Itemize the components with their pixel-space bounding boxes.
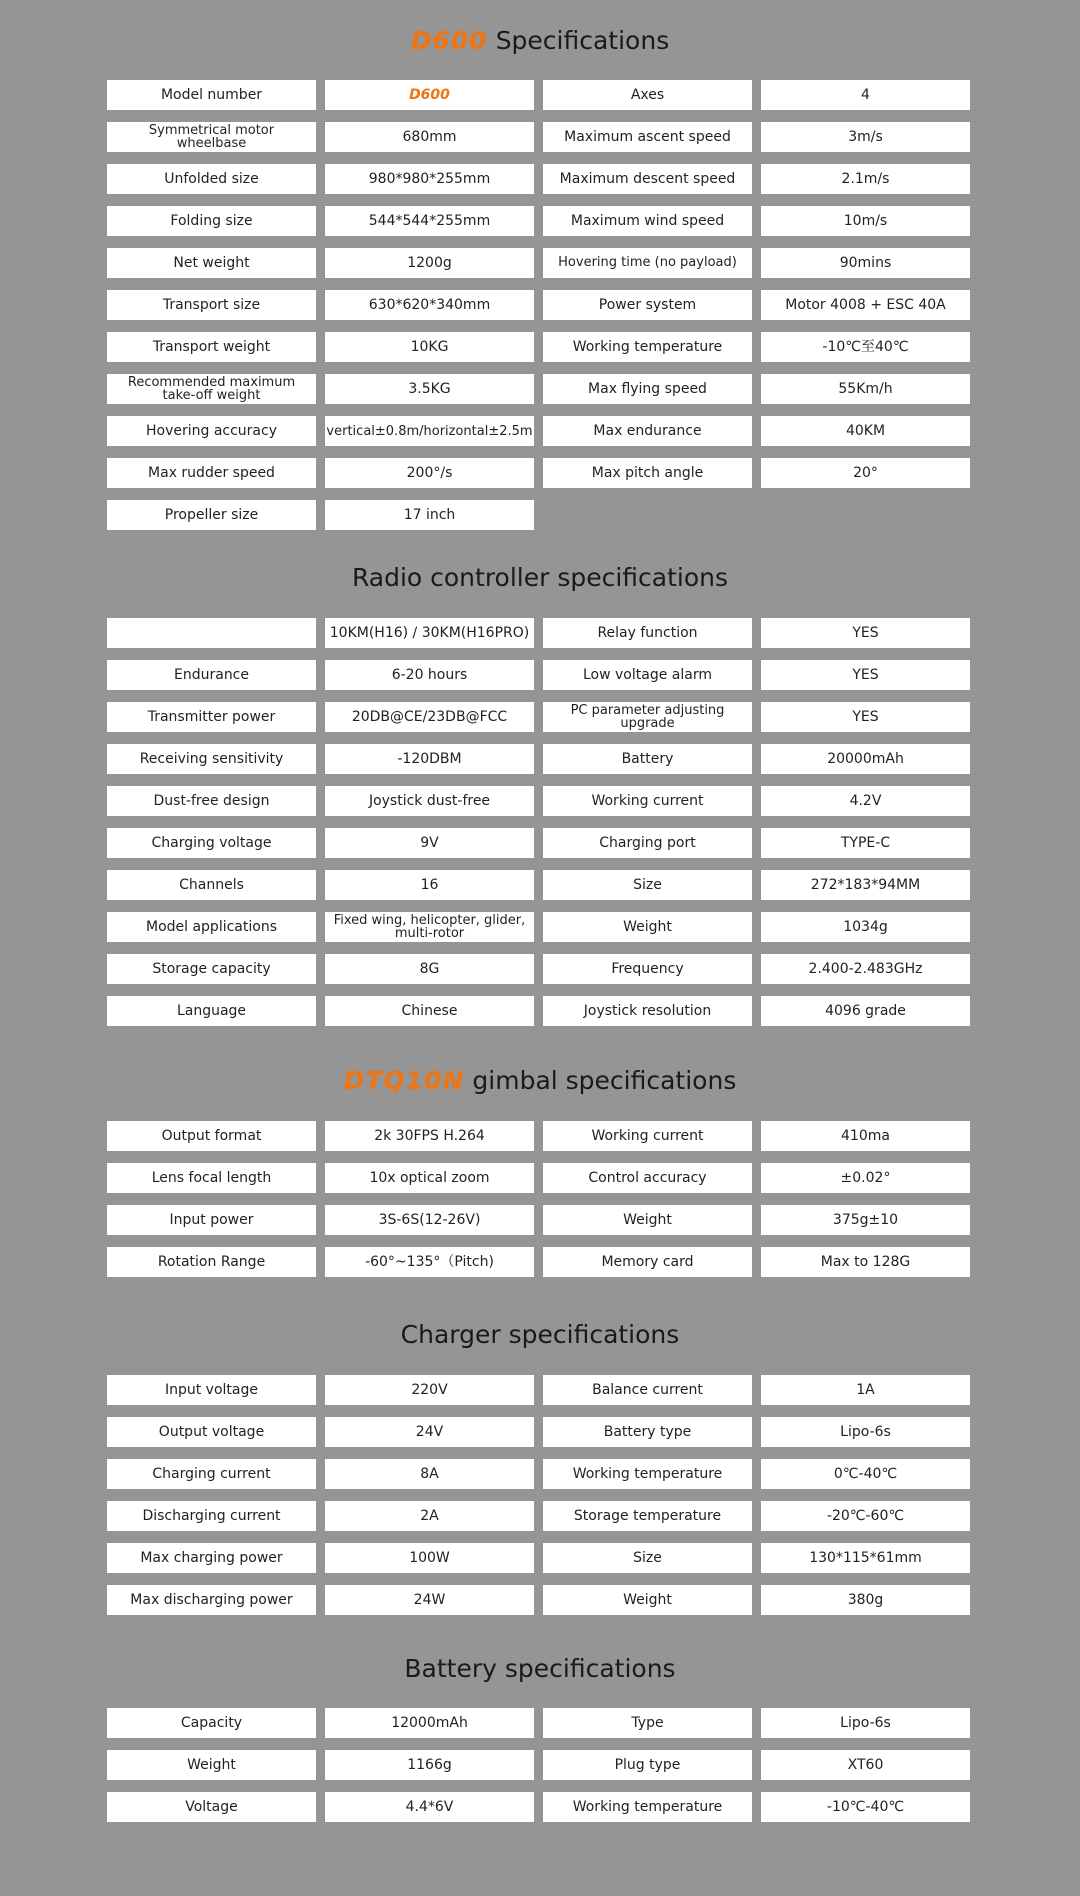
- d600-spec-row: [107, 374, 970, 404]
- radio-spec-value: Joystick dust-free: [325, 786, 534, 816]
- radio-section-title: [0, 561, 1080, 595]
- d600-spec-value: 20°: [761, 458, 970, 488]
- charger-spec-row: [107, 1501, 970, 1531]
- d600-spec-row: [107, 416, 970, 446]
- radio-spec-value: TYPE-C: [761, 828, 970, 858]
- d600-spec-value: 200°/s: [325, 458, 534, 488]
- charger-spec-label: Input voltage: [107, 1375, 316, 1405]
- battery-spec-table: [107, 1708, 970, 1834]
- gimbal-spec-row: [107, 1205, 970, 1235]
- radio-spec-value: 6-20 hours: [325, 660, 534, 690]
- radio-spec-label: Transmitter power: [107, 702, 316, 732]
- radio-spec-value: Fixed wing, helicopter, glider, multi-rotor: [325, 912, 534, 942]
- d600-spec-label: Axes: [543, 80, 752, 110]
- d600-brand-title: D600: [410, 26, 488, 55]
- radio-spec-label: Battery: [543, 744, 752, 774]
- battery-section-title: [0, 1652, 1080, 1686]
- charger-spec-value: 8A: [325, 1459, 534, 1489]
- battery-spec-row: [107, 1792, 970, 1822]
- radio-spec-label: Receiving sensitivity: [107, 744, 316, 774]
- d600-spec-value: 544*544*255mm: [325, 206, 534, 236]
- gimbal-spec-value: ±0.02°: [761, 1163, 970, 1193]
- battery-spec-label: Weight: [107, 1750, 316, 1780]
- d600-spec-label: Recommended maximum take-off weight: [107, 374, 316, 404]
- radio-spec-value: 10KM(H16) / 30KM(H16PRO): [325, 618, 534, 648]
- gimbal-spec-value: 410ma: [761, 1121, 970, 1151]
- gimbal-spec-label: Lens focal length: [107, 1163, 316, 1193]
- radio-spec-value: 20DB@CE/23DB@FCC: [325, 702, 534, 732]
- battery-spec-value: XT60: [761, 1750, 970, 1780]
- charger-spec-row: [107, 1543, 970, 1573]
- d600-title-text: Specifications: [495, 26, 670, 55]
- radio-spec-value: 2.400-2.483GHz: [761, 954, 970, 984]
- d600-spec-value: 55Km/h: [761, 374, 970, 404]
- d600-spec-label: Maximum wind speed: [543, 206, 752, 236]
- d600-spec-value: 40KM: [761, 416, 970, 446]
- charger-spec-row: [107, 1585, 970, 1615]
- charger-spec-value: 100W: [325, 1543, 534, 1573]
- radio-spec-label: Language: [107, 996, 316, 1026]
- charger-spec-table: [107, 1375, 970, 1627]
- battery-spec-value: 4.4*6V: [325, 1792, 534, 1822]
- charger-spec-label: Battery type: [543, 1417, 752, 1447]
- gimbal-spec-value: 10x optical zoom: [325, 1163, 534, 1193]
- charger-spec-row: [107, 1375, 970, 1405]
- battery-spec-value: 12000mAh: [325, 1708, 534, 1738]
- radio-spec-label: Weight: [543, 912, 752, 942]
- radio-spec-table: [107, 618, 970, 1038]
- radio-spec-row: [107, 912, 970, 942]
- radio-spec-row: [107, 618, 970, 648]
- charger-spec-label: Working temperature: [543, 1459, 752, 1489]
- radio-spec-row: [107, 954, 970, 984]
- gimbal-spec-label: Control accuracy: [543, 1163, 752, 1193]
- d600-spec-row: [107, 500, 970, 530]
- d600-spec-label: Model number: [107, 80, 316, 110]
- d600-spec-label: Max rudder speed: [107, 458, 316, 488]
- charger-spec-row: [107, 1417, 970, 1447]
- radio-spec-row: [107, 744, 970, 774]
- radio-spec-value: 4.2V: [761, 786, 970, 816]
- radio-spec-label: Storage capacity: [107, 954, 316, 984]
- d600-spec-label: Maximum ascent speed: [543, 122, 752, 152]
- gimbal-spec-label: Weight: [543, 1205, 752, 1235]
- charger-spec-row: [107, 1459, 970, 1489]
- gimbal-spec-label: Input power: [107, 1205, 316, 1235]
- gimbal-brand-title: DTQ10N: [343, 1066, 465, 1095]
- gimbal-spec-label: Memory card: [543, 1247, 752, 1277]
- gimbal-spec-label: Rotation Range: [107, 1247, 316, 1277]
- radio-spec-row: [107, 828, 970, 858]
- radio-spec-value: 16: [325, 870, 534, 900]
- charger-spec-value: -20℃-60℃: [761, 1501, 970, 1531]
- d600-spec-value: 1200g: [325, 248, 534, 278]
- charger-spec-value: 380g: [761, 1585, 970, 1615]
- radio-spec-label: Joystick resolution: [543, 996, 752, 1026]
- battery-spec-label: Plug type: [543, 1750, 752, 1780]
- radio-title-text: Radio controller specifications: [351, 563, 729, 592]
- d600-spec-value: 2.1m/s: [761, 164, 970, 194]
- gimbal-spec-row: [107, 1121, 970, 1151]
- gimbal-spec-row: [107, 1163, 970, 1193]
- gimbal-spec-value: 2k 30FPS H.264: [325, 1121, 534, 1151]
- d600-spec-label: Max endurance: [543, 416, 752, 446]
- d600-spec-label: Net weight: [107, 248, 316, 278]
- d600-spec-label: Unfolded size: [107, 164, 316, 194]
- d600-spec-label: Max pitch angle: [543, 458, 752, 488]
- d600-spec-value: -10℃至40℃: [761, 332, 970, 362]
- gimbal-spec-value: Max to 128G: [761, 1247, 970, 1277]
- d600-spec-row: [107, 122, 970, 152]
- d600-spec-label: Power system: [543, 290, 752, 320]
- battery-spec-label: Voltage: [107, 1792, 316, 1822]
- radio-spec-row: [107, 660, 970, 690]
- gimbal-spec-row: [107, 1247, 970, 1277]
- charger-spec-label: Weight: [543, 1585, 752, 1615]
- charger-spec-label: Max charging power: [107, 1543, 316, 1573]
- d600-spec-value: 3.5KG: [325, 374, 534, 404]
- charger-spec-value: 24W: [325, 1585, 534, 1615]
- d600-spec-label: Max flying speed: [543, 374, 752, 404]
- d600-spec-value: 17 inch: [325, 500, 534, 530]
- d600-spec-value: 630*620*340mm: [325, 290, 534, 320]
- battery-spec-label: Working temperature: [543, 1792, 752, 1822]
- charger-spec-label: Discharging current: [107, 1501, 316, 1531]
- d600-spec-label: Hovering time (no payload): [543, 248, 752, 278]
- d600-spec-value: Motor 4008 + ESC 40A: [761, 290, 970, 320]
- radio-spec-value: Chinese: [325, 996, 534, 1026]
- battery-spec-value: -10℃-40℃: [761, 1792, 970, 1822]
- d600-spec-label: Hovering accuracy: [107, 416, 316, 446]
- d600-spec-label: Transport weight: [107, 332, 316, 362]
- d600-spec-row: [107, 458, 970, 488]
- radio-spec-label: Dust-free design: [107, 786, 316, 816]
- battery-spec-label: Type: [543, 1708, 752, 1738]
- charger-spec-value: 130*115*61mm: [761, 1543, 970, 1573]
- radio-spec-row: [107, 996, 970, 1026]
- radio-spec-label: Endurance: [107, 660, 316, 690]
- charger-spec-value: 0℃-40℃: [761, 1459, 970, 1489]
- charger-spec-value: 1A: [761, 1375, 970, 1405]
- charger-title-text: Charger specifications: [400, 1320, 680, 1349]
- d600-spec-value: 10m/s: [761, 206, 970, 236]
- gimbal-spec-value: 375g±10: [761, 1205, 970, 1235]
- battery-spec-value: 1166g: [325, 1750, 534, 1780]
- d600-spec-label: Maximum descent speed: [543, 164, 752, 194]
- radio-spec-value: 9V: [325, 828, 534, 858]
- d600-spec-value: vertical±0.8m/horizontal±2.5m: [325, 416, 534, 446]
- gimbal-spec-label: Working current: [543, 1121, 752, 1151]
- d600-spec-value: 90mins: [761, 248, 970, 278]
- radio-spec-value: 8G: [325, 954, 534, 984]
- d600-spec-value: 980*980*255mm: [325, 164, 534, 194]
- d600-spec-value: 3m/s: [761, 122, 970, 152]
- radio-spec-value: 4096 grade: [761, 996, 970, 1026]
- gimbal-title-text: gimbal specifications: [472, 1066, 737, 1095]
- charger-section-title: [0, 1318, 1080, 1352]
- charger-spec-value: 2A: [325, 1501, 534, 1531]
- radio-spec-value: YES: [761, 660, 970, 690]
- d600-spec-label: Propeller size: [107, 500, 316, 530]
- radio-spec-label: Relay function: [543, 618, 752, 648]
- d600-spec-row: [107, 80, 970, 110]
- d600-spec-label: Transport size: [107, 290, 316, 320]
- radio-spec-label: PC parameter adjusting upgrade: [543, 702, 752, 732]
- d600-section-title: [0, 24, 1080, 58]
- radio-spec-row: [107, 870, 970, 900]
- charger-spec-label: Output voltage: [107, 1417, 316, 1447]
- radio-spec-label: Model applications: [107, 912, 316, 942]
- radio-spec-value: 20000mAh: [761, 744, 970, 774]
- charger-spec-label: Storage temperature: [543, 1501, 752, 1531]
- d600-spec-value: 4: [761, 80, 970, 110]
- d600-spec-table: [107, 80, 970, 542]
- battery-spec-label: Capacity: [107, 1708, 316, 1738]
- charger-spec-label: Balance current: [543, 1375, 752, 1405]
- radio-spec-row: [107, 702, 970, 732]
- charger-spec-label: Size: [543, 1543, 752, 1573]
- radio-spec-value: YES: [761, 618, 970, 648]
- d600-spec-label: Folding size: [107, 206, 316, 236]
- d600-spec-label: Symmetrical motor wheelbase: [107, 122, 316, 152]
- radio-spec-value: 1034g: [761, 912, 970, 942]
- d600-spec-value: 680mm: [325, 122, 534, 152]
- gimbal-section-title: [0, 1064, 1080, 1098]
- radio-spec-value: 272*183*94MM: [761, 870, 970, 900]
- radio-spec-value: -120DBM: [325, 744, 534, 774]
- radio-spec-label: Frequency: [543, 954, 752, 984]
- radio-spec-label: Channels: [107, 870, 316, 900]
- battery-title-text: Battery specifications: [404, 1654, 676, 1683]
- charger-spec-value: 220V: [325, 1375, 534, 1405]
- gimbal-spec-value: -60°~135°（Pitch): [325, 1247, 534, 1277]
- d600-spec-value: 10KG: [325, 332, 534, 362]
- radio-spec-label: Charging voltage: [107, 828, 316, 858]
- charger-spec-value: Lipo-6s: [761, 1417, 970, 1447]
- radio-spec-label: [107, 618, 316, 648]
- d600-spec-row: [107, 332, 970, 362]
- gimbal-spec-table: [107, 1121, 970, 1289]
- charger-spec-label: Max discharging power: [107, 1585, 316, 1615]
- radio-spec-label: Working current: [543, 786, 752, 816]
- d600-spec-row: [107, 164, 970, 194]
- radio-spec-row: [107, 786, 970, 816]
- battery-spec-row: [107, 1708, 970, 1738]
- battery-spec-row: [107, 1750, 970, 1780]
- charger-spec-value: 24V: [325, 1417, 534, 1447]
- gimbal-spec-value: 3S-6S(12-26V): [325, 1205, 534, 1235]
- radio-spec-label: Low voltage alarm: [543, 660, 752, 690]
- charger-spec-label: Charging current: [107, 1459, 316, 1489]
- battery-spec-value: Lipo-6s: [761, 1708, 970, 1738]
- d600-spec-label: Working temperature: [543, 332, 752, 362]
- radio-spec-value: YES: [761, 702, 970, 732]
- d600-spec-row: [107, 206, 970, 236]
- radio-spec-label: Size: [543, 870, 752, 900]
- d600-spec-row: [107, 248, 970, 278]
- d600-spec-value: D600: [325, 80, 534, 110]
- d600-spec-row: [107, 290, 970, 320]
- gimbal-spec-label: Output format: [107, 1121, 316, 1151]
- radio-spec-label: Charging port: [543, 828, 752, 858]
